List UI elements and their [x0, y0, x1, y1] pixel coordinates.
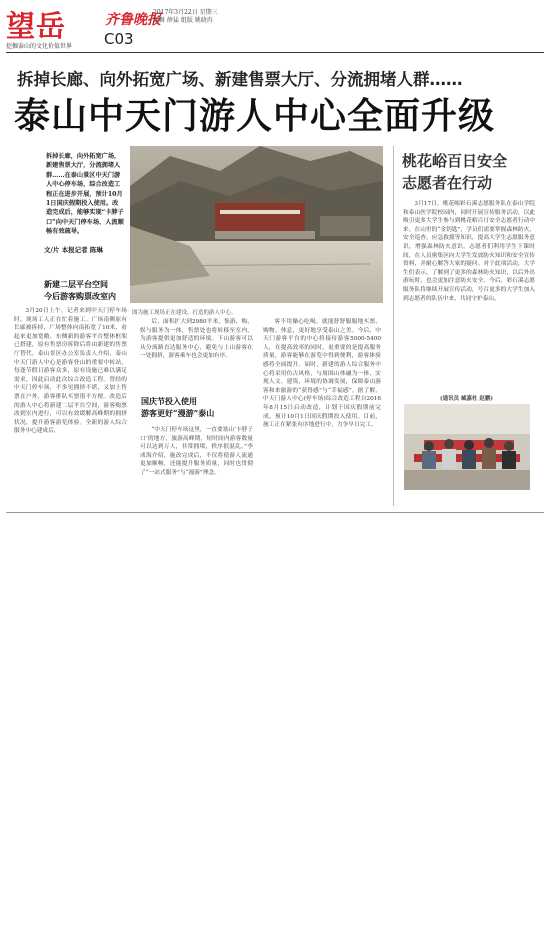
body-column-2b-text: “中天门停车场这里，一直要塞山‘卡脖子口’的地方，旅游高峰期，短时间内游客数量可以达到万人，非常拥堵，秩序很混乱。”李成海介绍，施改完成后，不仅将使游人流通更加顺畅，还能提升服务质量，同时也贯彻了“一站式服务”与“漫游”理念。 — [140, 427, 253, 476]
pub-editors: 编辑 薛猛 组版 姚晓冉 — [153, 17, 213, 24]
section-title: 望岳 — [6, 9, 67, 43]
pub-date: 2017年3月22日 星期三 — [153, 9, 218, 16]
sidebar-title-line1: 桃花峪百日安全 — [402, 152, 508, 170]
subhead-1 — [44, 278, 128, 302]
bottom-rule — [6, 512, 544, 513]
headline: 泰山中天门游人中心全面升级 — [14, 96, 496, 137]
subhead-1-line1: 新建二层平台空间 — [44, 279, 108, 289]
body-column-2-text: 后，面积扩大到2980平米，集游、购、娱与服务为一体，售票处也将转移至室内，为游客提供更加舒适的环境。下山游客可以从分流路直达服务中心，避免与上山游客在一处拥挤，游客乘车也会更加有序。 — [140, 319, 253, 360]
masthead-rule — [6, 52, 544, 53]
sidebar-divider — [393, 146, 394, 506]
byline: 文/片 本报记者 陈琳 — [44, 246, 103, 254]
lead-paragraph: 拆掉长廊，向外拓宽广场，新建售票大厅，分流拥堵人群……在泰山景区中天门游人中心停车场，综合改造工程正在进步开展，预计10月1日国庆假期投入使用。改造完成后，能够实现“卡脖子口”向中天门停车场、人流顺畅有效疏导。 — [46, 153, 124, 236]
body-column-1-text: 3月20日上午，记者来到中天门停车场时，现场工人正在忙着施工。广场南侧原有长廊被拆掉，广场整体向南拓宽了10米，看起来更加宽敞。东侧新的游客平台整体框架已搭建，原有售票房拆除后将由新建的售票厅替代。泰山景区办公室负责人介绍，泰山中天门游人中心是游客登山的重要中转站，每逢节假日游客众多，原有设施已难以满足需求，因此启动此次综合改造工程。曾经的中天门停车场，不多见拥挤不堪，又加上售票在户外，游客排队买票很不方便。改造后的游人中心将新建二层平台空间，游客购票改到室内进行，可以有效缓解高峰期的拥挤状况，提升游客游览体验。全新的游人综合服务中心建成后， — [14, 308, 127, 435]
body-column-2 — [140, 318, 253, 361]
subhead-2-line1: 国庆节投入使用 — [141, 396, 197, 406]
sidebar-title-line2: 志愿者在行动 — [402, 174, 493, 192]
volunteer-photo-image — [404, 404, 530, 490]
body-column-2b — [140, 426, 253, 506]
volunteer-photo — [404, 404, 530, 490]
sidebar-body — [403, 200, 535, 390]
publication-info — [153, 9, 218, 25]
body-column-3 — [263, 318, 381, 473]
subhead-1-line2: 今后游客购票改室内 — [44, 291, 116, 301]
page-code: C03 — [104, 30, 134, 48]
sidebar-byline: (通讯员 臧嘉杜 赵鹏) — [440, 396, 494, 402]
body-column-1 — [14, 307, 127, 507]
construction-photo-image — [130, 146, 383, 303]
subhead-2 — [141, 395, 253, 419]
kicker: 拆掉长廊、向外拓宽广场、新建售票大厅、分流拥堵人群…… — [17, 70, 463, 89]
sidebar-title — [402, 150, 542, 194]
body-column-3-text: 客不用操心吃喝，就能舒舒服服地买票、购物、休息，更好地享受泰山之美。今后，中天门游客平台的中心将接待游客5000-5400人，在提高效率的同时，更重要的是提高服务质量，游客能够在游览中得到便利，游客体验感将全面提升。届时，新建的游人综合服务中心将采用仿古风格，与周围山体融为一体，实现人文、建筑、环境的协调发展，保障泰山游客和来旅游的“获得感”与“幸福感”。据了解，中天门游人中心(停车场)综合改造工程自2016年8月15日启动改造，计划于国庆假期前完成，预计10月1日国庆假期投入使用。目前，施工正在紧张有序地进行中，力争早日完工。 — [263, 319, 381, 429]
photo-caption: 图为施工现场正在建设。打造的游人中心。 — [132, 310, 237, 316]
newspaper-name: 齐鲁晚报 — [105, 12, 161, 28]
section-slogan: 挖掘泰山的文化价值世界 — [6, 43, 73, 50]
subhead-2-line2: 游客更好“漫游”泰山 — [141, 408, 215, 418]
construction-photo — [130, 146, 383, 303]
sidebar-body-text: 3月17日，桃花峪彩石溪志愿服务队在泰山学院和泰山医学院校园内，同时开展宣传服务活动，以此吸引更多大学生参与到桃花峪百日安全志愿者行动中来。在山里的“金钥匙”，学员们需要掌握森林防火、安全巡查、应急救援等知识，提高大学生志愿服务意识，增强森林防火意识。志愿者们利用学生下课时间，在人员密集区向大学生发放防火知识和安全宣传资料，并耐心解答大家的疑问。对于此项活动，大学生们表示，了解到了更多的森林防火知识，以后外出游玩时，也会更加注意防火安全。今后，彩石溪志愿服务队将继续开展宣传活动，号召更多的大学生加入到志愿者的队伍中来，共同守护泰山。 — [403, 201, 535, 302]
